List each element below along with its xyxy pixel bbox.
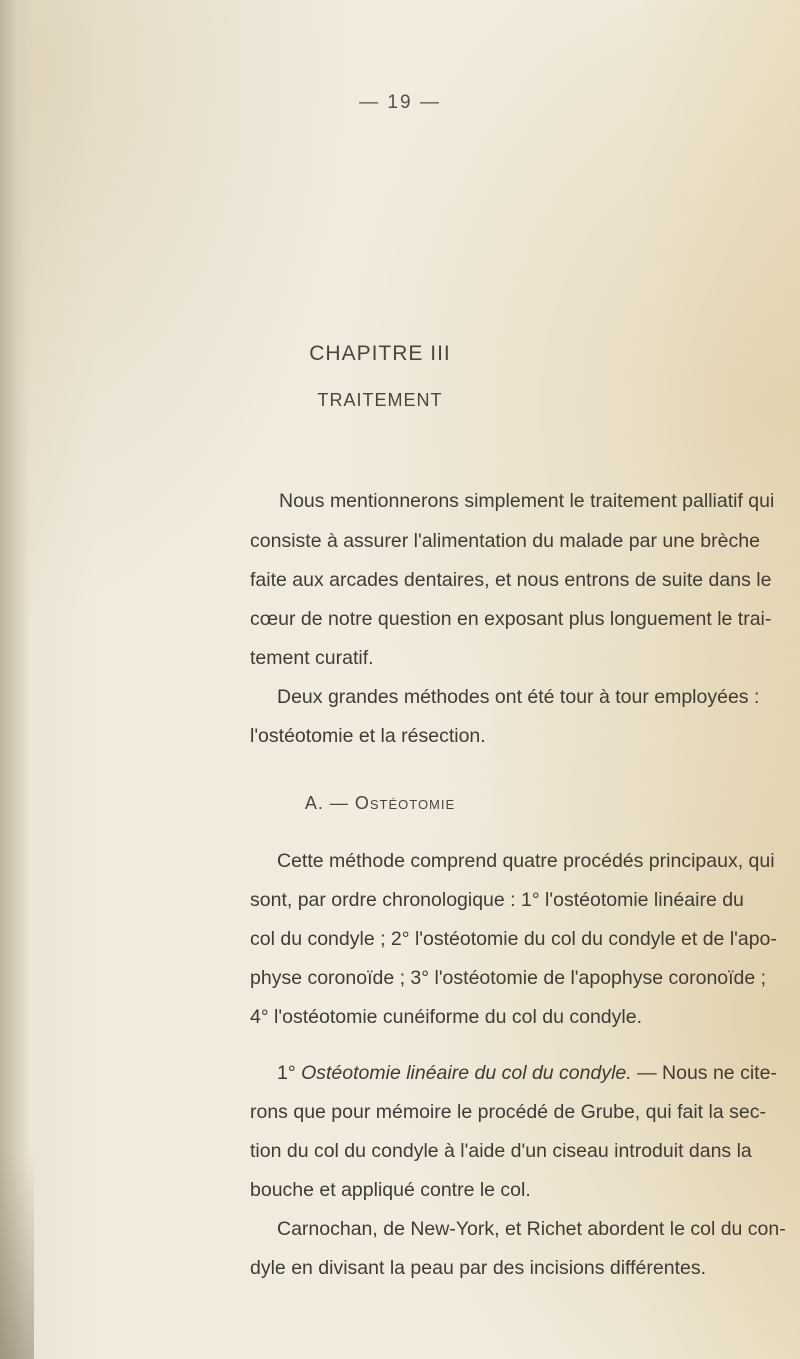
text-line: tion du col du condyle à l'aide d'un ciseau introduit dans la — [250, 1140, 752, 1162]
text-line: Deux grandes méthodes ont été tour à tour employées : — [277, 686, 760, 708]
text-line: tement curatif. — [250, 647, 374, 669]
text-line: cœur de notre question en exposant plus longuement le trai- — [250, 608, 772, 630]
section-heading — [0, 793, 760, 814]
item-text: — Nous ne cite- — [631, 1062, 777, 1084]
text-line: consiste à assurer l'alimentation du malade par une brèche — [250, 530, 760, 552]
section-title: Ostéotomie — [354, 793, 456, 813]
page-shadow — [0, 1150, 34, 1359]
text-line: 4° l'ostéotomie cunéiforme du col du condyle. — [250, 1006, 642, 1028]
text-line: bouche et appliqué contre le col. — [250, 1179, 531, 1201]
text-line: Carnochan, de New-York, et Richet abordent le col du con- — [277, 1218, 786, 1240]
text-line: faite aux arcades dentaires, et nous entrons de suite dans le — [250, 569, 772, 591]
text-line: Cette méthode comprend quatre procédés principaux, qui — [277, 850, 775, 872]
page-number: — 19 — — [359, 92, 441, 113]
text-line: Nous mentionnerons simplement le traitement palliatif qui — [279, 490, 775, 512]
text-line: sont, par ordre chronologique : 1° l'ostéotomie linéaire du — [250, 889, 744, 911]
item-title: Ostéotomie linéaire du col du condyle. — [301, 1062, 632, 1084]
item-number: 1° — [277, 1062, 296, 1084]
text-line: dyle en divisant la peau par des incisions différentes. — [250, 1257, 707, 1279]
text-line — [277, 1062, 777, 1085]
text-line: l'ostéotomie et la résection. — [250, 725, 486, 747]
chapter-heading: CHAPITRE III — [309, 342, 451, 365]
text-line: col du condyle ; 2° l'ostéotomie du col du condyle et de l'apo- — [250, 928, 777, 950]
section-letter: A. — — [304, 793, 349, 813]
text-line: physe coronoïde ; 3° l'ostéotomie de l'apophyse coronoïde ; — [250, 967, 767, 989]
chapter-title: TRAITEMENT — [317, 390, 443, 410]
text-line: rons que pour mémoire le procédé de Grube, qui fait la sec- — [250, 1101, 766, 1123]
